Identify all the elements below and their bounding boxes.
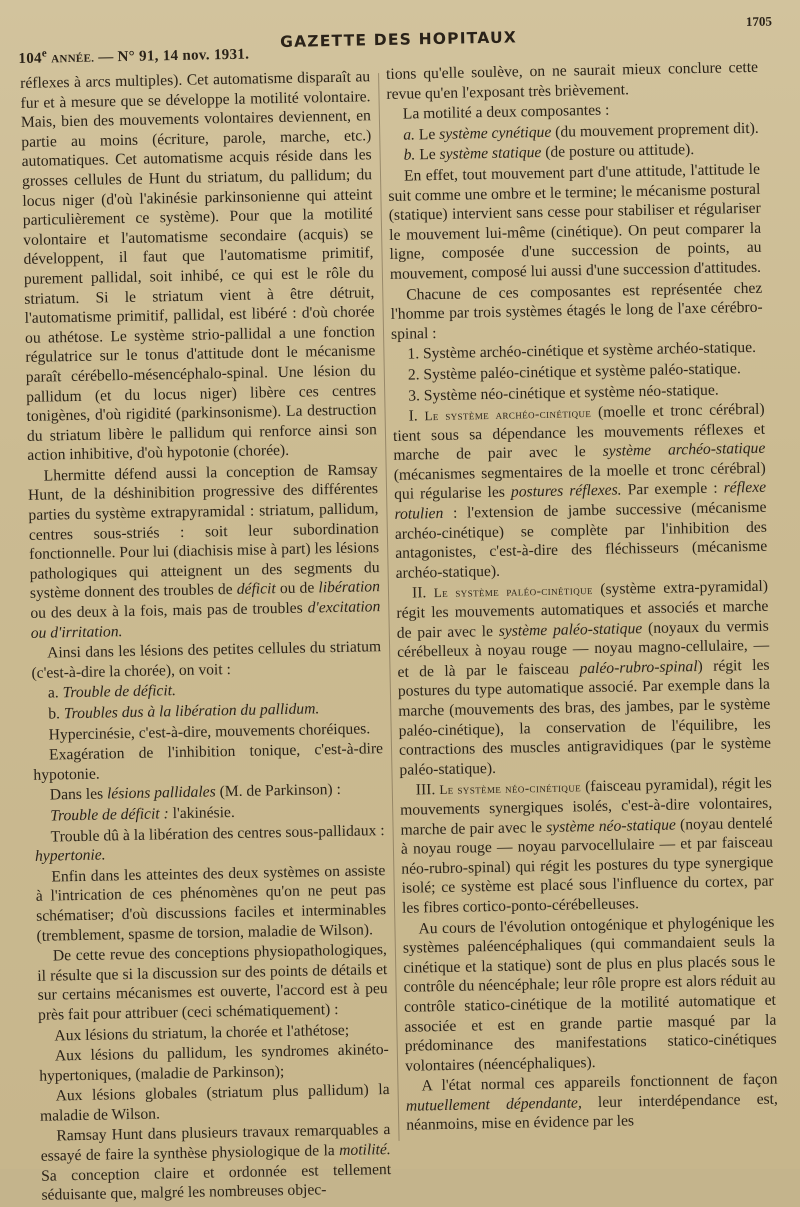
list-item: 2. Système paléo-cinétique et système paléo-statique.	[407, 360, 741, 384]
list-item: a. Trouble de déficit.	[47, 682, 177, 702]
journal-title: GAZETTE DES HOPITAUX	[280, 28, 518, 51]
paragraph: Aux lésions globales (striatum plus pallidum) la maladie de Wilson.	[39, 1081, 390, 1125]
list-item: b. Troubles dus à la libération du pallidum.	[48, 700, 320, 723]
section-heading: Le système paléo-cinétique	[433, 582, 593, 601]
right-column	[386, 58, 779, 1137]
list-item: a. Le système cynétique (du mouvement proprement dit).	[403, 119, 759, 144]
paragraph: Trouble de déficit : l'akinésie.	[50, 803, 235, 825]
paragraph: tions qu'elle soulève, on ne saurait mieux conclure cette revue qu'en l'exposant très brièvement.	[385, 58, 759, 103]
paragraph: Ramsay Hunt dans plusieurs travaux remarquables a essayé de faire la synthèse physiologique de la motilité. Sa conception claire et ordonnée est tellement séduisante que, malgré les nombreuses objec-	[40, 1121, 392, 1205]
page-number: 1705	[745, 13, 773, 30]
list-item: b. Le système statique (de posture ou attitude).	[403, 141, 695, 164]
list-item: 1. Système archéo-cinétique et système archéo-statique.	[407, 339, 757, 363]
year-suffix: e	[41, 47, 48, 60]
paragraph: Aux lésions du striatum, la chorée et l'athétose;	[54, 1021, 350, 1044]
issue-number: — N° 91, 14 nov. 1931.	[98, 46, 250, 66]
paragraph: En effet, tout mouvement part d'une attitude, l'attitude le suit comme une ombre et le termine; le mécanisme postural (statique) intervient sans cesse pour stabiliser et régulariser le mouvement lui-même (cinétique). On peut comparer la ligne, composée d'une succession de points, au mouvement, composé lui aussi d'une succession d'attitudes.	[388, 160, 762, 283]
paragraph: Dans les lésions pallidales (M. de Parkinson) :	[49, 781, 342, 804]
paragraph: Hypercinésie, c'est-à-dire, mouvements choréiques.	[48, 719, 371, 744]
paragraph: réflexes à arcs multiples). Cet automatisme disparaît au fur et à mesure que se développe la motilité volontaire. Mais, bien des mouvements volontaires deviennent, en partie au moins (écriture, parole, marche, etc.) automatiques. Cet automatisme acquis réside dans les grosses cellules de Hunt du striatum, du pallidum; du locus niger (d'où l'akinésie parkinsonienne qui atteint particulièrement ce système). Pour que la motilité volontaire et l'automatisme secondaire (acquis) se développent, il faut que l'automatisme primitif, purement pallidal, soit inhibé, ce qui est le rôle du striatum. Si le striatum vient à être détruit, l'automatisme primitif, pallidal, est libéré : d'où chorée ou athétose. Le système strio-pallidal a une fonction régulatrice sur le tonus d'attitude dont le mécanisme paraît cérébello-mésencéphalo-spinal. Une lésion du pallidum (et du locus niger) libère ces centres tonigènes, d'où rigidité (parkinsonisme). La destruction du striatum libère le pallidum qui renforce ainsi son action inhibitive, d'où hypotonie (chorée).	[20, 68, 378, 465]
section-heading: Le système néo-cinétique	[439, 779, 582, 798]
paragraph: A l'état normal ces appareils fonctionnent de façon mutuellement dépendante, leur interdépendance est, néanmoins, mise en évidence par les	[405, 1070, 778, 1135]
paragraph: Trouble dû à la libération des centres sous-pallidaux : hypertonie.	[34, 821, 385, 865]
section-paragraph: III. Le système néo-cinétique (faisceau pyramidal), régit les mouvements synergiques isolés, c'est-à-dire volontaires, marche de pair avec le système néo-statique (noyau dentelé à noyau rouge — noyau parvocellulaire — et par faisceau néo-rubro-spinal) qui régit les postures du type synergique isolé; ce système est placé sous l'influence du cortex, par les fibres cortico-ponto-cérébelleuses.	[400, 775, 774, 917]
list-item: 3. Système néo-cinétique et système néo-statique.	[408, 381, 719, 405]
year-word: ANNÉE.	[51, 52, 95, 66]
section-paragraph: II. Le système paléo-cinétique (système extra-pyramidal) régit les mouvements automatiques et associés et marche de pair avec le système paléo-statique (noyaux du vermis cérébelleux à noyau rouge — noyau magno-cellulaire, — et de là par le faisceau paléo-rubro-spinal) régit les postures du type automatique associé. Par exemple dans la marche (mouvements des bras, des jambes, par le système paléo-cinétique), la conservation de l'équilibre, les contractions des muscles antigravidiques (par le système paléo-statique).	[396, 578, 772, 779]
section-heading: Le système archéo-cinétique	[424, 405, 592, 424]
paragraph: Au cours de l'évolution ontogénique et phylogénique les systèmes paléencéphaliques (qui commandaient seuls la cinétique et la statique) sont de plus en plus placés sous le contrôle du néencéphale; leur rôle propre est alors réduit au contrôle statico-cinétique de la motilité automatique et associée et est en grande partie masqué par la prédominance des manifestations statico-cinétiques volontaires (néencéphaliques).	[402, 913, 777, 1075]
left-column	[20, 67, 392, 1206]
paragraph: Enfin dans les atteintes des deux systèmes on assiste à l'intrication de ces phénomènes qu'on ne peut pas schématiser; d'où discussions faciles et interminables (tremblement, spasme de torsion, maladie de Wilson).	[35, 861, 387, 945]
paragraph: Exagération de l'inhibition tonique, c'est-à-dire hypotonie.	[33, 740, 384, 784]
paragraph: Lhermitte défend aussi la conception de Ramsay Hunt, de la déshinibition progressive des différentes parties du système extrapyramidal : striatum, pallidum, centres sous-striés : soit leur subordination fonctionnelle. Pour lui (diachisis mise à part) les lésions pathologiques qui atteignent un des segments du système donnent des troubles de déficit ou de libération ou des deux à la fois, mais pas de troubles d'excitation ou d'irritation.	[27, 461, 381, 642]
paragraph: De cette revue des conceptions physiopathologiques, il résulte que si la discussion sur des points de détails et sur certains mécanismes est ouverte, l'accord est à peu près fait pour attribuer (ceci schématiquement) :	[37, 941, 388, 1024]
year-number: 104	[18, 50, 43, 67]
paragraph: Chacune de ces composantes est représentée chez l'homme par trois systèmes étagés le long de l'axe cérébro-spinal :	[390, 279, 763, 343]
paragraph: La motilité a deux composantes :	[402, 101, 610, 123]
issue-info	[18, 44, 249, 68]
paragraph: Aux lésions du pallidum, les syndromes akinéto-hypertoniques, (maladie de Parkinson);	[39, 1041, 389, 1085]
page-header	[18, 13, 773, 67]
section-paragraph: I. Le système archéo-cinétique (moelle et tronc cérébral) tient sous sa dépendance les mouvements réflexes et marche de pair avec le système archéo-statique (mécanismes segmentaires de la moelle et tronc cérébral) qui régularise les postures réflexes. Par exemple : réflexe rotulien : l'extension de jambe successive (mécanisme archéo-cinétique) se complète par l'inhibition des antagonistes, c'est-à-dire des fléchisseurs (mécanisme archéo-statique).	[392, 400, 768, 582]
paragraph: Ainsi dans les lésions des petites cellules du striatum (c'est-à-dire la chorée), on voit :	[31, 638, 382, 682]
